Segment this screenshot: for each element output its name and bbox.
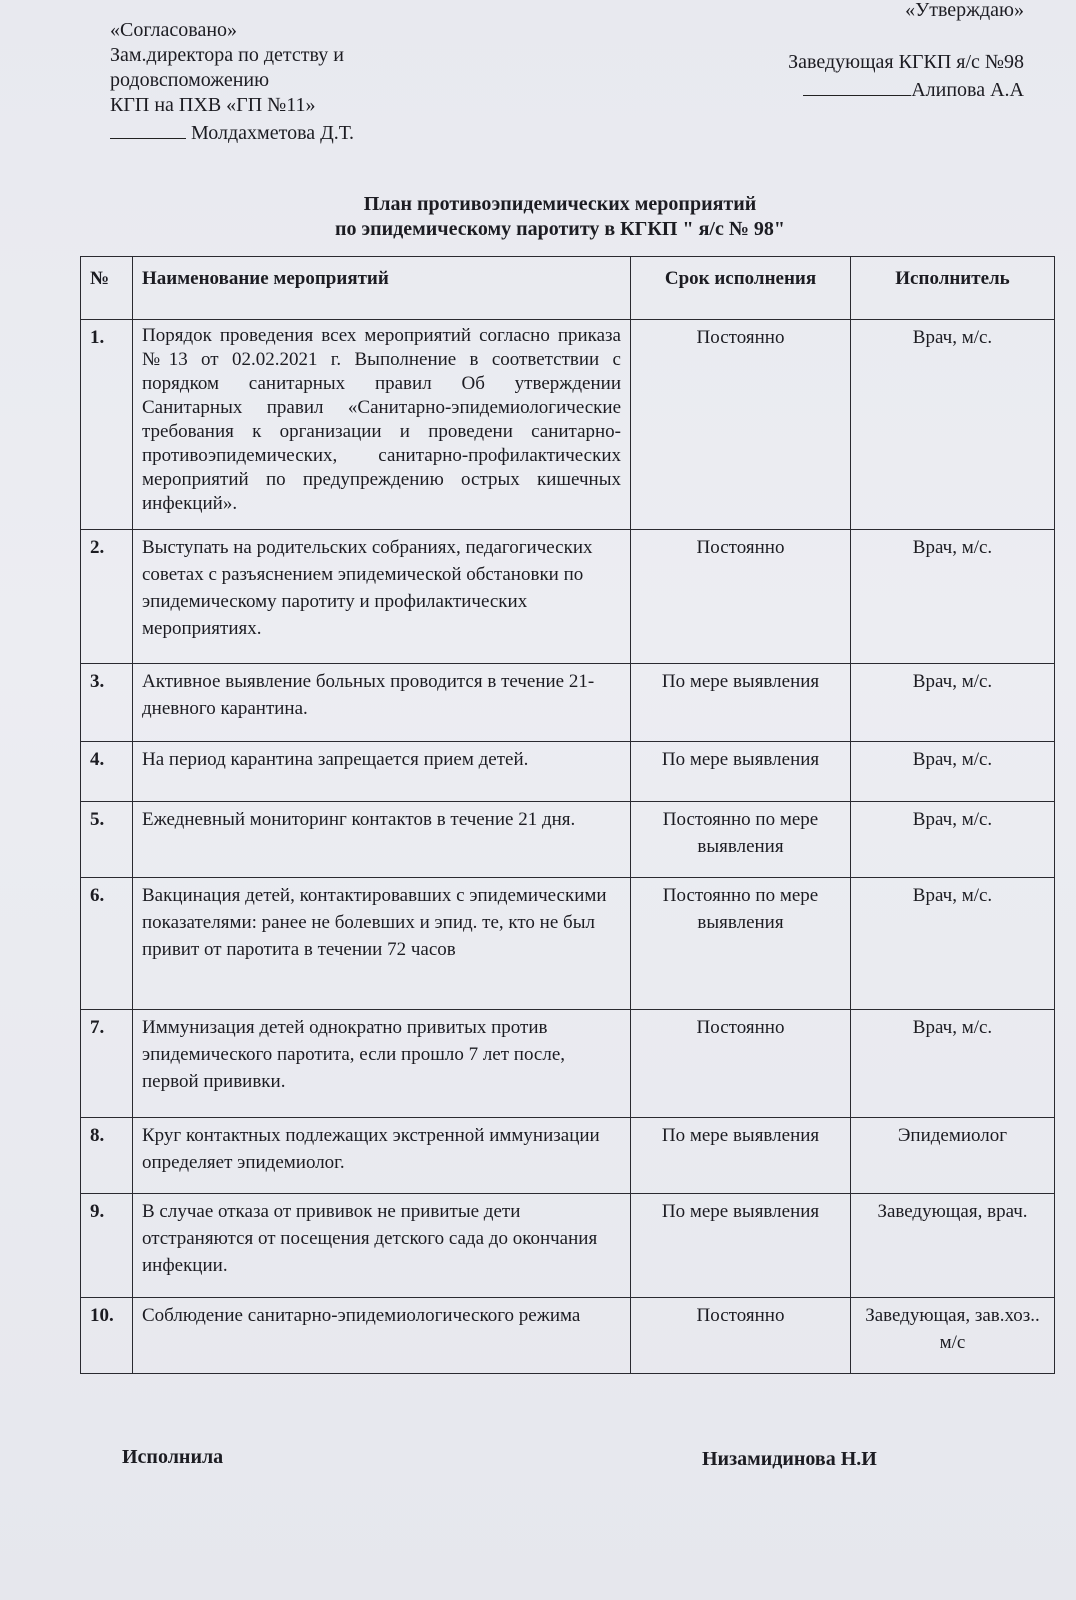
row-measure: Выступать на родительских собраниях, педагогических советах с разъяснением эпидемической обстановки по эпидемическому паротиту и профилактических мероприятиях. [133,530,631,664]
table-row [81,1194,1055,1298]
row-term: Постоянно по мере выявления [631,802,851,878]
approved-block [788,50,1024,103]
table-row [81,742,1055,802]
document-title [220,192,900,242]
row-measure: Иммунизация детей однократно привитых против эпидемического паротита, если прошло 7 лет после, первой прививки. [133,1010,631,1118]
row-executor: Эпидемиолог [851,1118,1055,1194]
row-number: 7. [81,1010,133,1118]
row-number: 3. [81,664,133,742]
signature-line-left [110,118,186,139]
row-term: Постоянно по мере выявления [631,878,851,1010]
table-row [81,664,1055,742]
agreed-signature-row [110,118,470,146]
table-row [81,530,1055,664]
title-line-1: План противоэпидемических мероприятий [363,193,757,215]
row-number: 10. [81,1298,133,1374]
agreed-position-line2: родовспоможению [110,69,270,91]
table-row [81,1298,1055,1374]
row-term: По мере выявления [631,1194,851,1298]
table-row [81,802,1055,878]
row-executor: Врач, м/с. [851,530,1055,664]
table-row [81,320,1055,530]
row-executor: Врач, м/с. [851,320,1055,530]
row-executor: Врач, м/с. [851,742,1055,802]
row-number: 2. [81,530,133,664]
row-term: Постоянно [631,1010,851,1118]
row-measure: Ежедневный мониторинг контактов в течение 21 дня. [133,802,631,878]
row-number: 1. [81,320,133,530]
row-measure: Активное выявление больных проводится в течение 21-дневного карантина. [133,664,631,742]
row-measure: Порядок проведения всех мероприятий согласно приказа №13 от 02.02.2021 г. Выполнение в соответствии с порядком санитарных правил Об утверждении Санитарных правил «Санитарно-эпидемиологические требования к организации и проведени санитарно-противоэпидемических, санитарно-профилактических мероприятий по предупреждению острых кишечных инфекций». [133,320,631,530]
table-row [81,1010,1055,1118]
performed-by-label: Исполнила [122,1446,224,1468]
approver-position: Заведующая КГКП я/с №98 [788,51,1024,73]
approver-name: Алипова А.А [911,79,1024,101]
signature-line-right [803,75,911,96]
agreed-organization: КГП на ПХВ «ГП №11» [110,94,316,116]
title-line-2: по эпидемическому паротиту в КГКП " я/с № 98" [334,218,786,240]
row-number: 6. [81,878,133,1010]
row-measure: В случае отказа от прививок не привитые дети отстраняются от посещения детского сада до окончания инфекции. [133,1194,631,1298]
row-measure: На период карантина запрещается прием детей. [133,742,631,802]
row-term: По мере выявления [631,1118,851,1194]
row-term: Постоянно [631,530,851,664]
row-executor: Врач, м/с. [851,664,1055,742]
row-executor: Заведующая, врач. [851,1194,1055,1298]
agreed-position-line1: Зам.директора по детству и [110,44,344,66]
measures-table [80,256,1055,1374]
column-header-name: Наименование мероприятий [133,257,631,320]
table-header-row [81,257,1055,320]
column-header-number: № [81,257,133,320]
column-header-executor: Исполнитель [851,257,1055,320]
agreed-title: «Согласовано» [110,19,238,41]
performer-name: Низамидинова Н.И [702,1448,877,1470]
row-term: По мере выявления [631,664,851,742]
row-number: 8. [81,1118,133,1194]
table-row [81,878,1055,1010]
row-measure: Круг контактных подлежащих экстренной иммунизации определяет эпидемиолог. [133,1118,631,1194]
row-executor: Врач, м/с. [851,1010,1055,1118]
row-term: По мере выявления [631,742,851,802]
row-number: 9. [81,1194,133,1298]
row-executor: Заведующая, зав.хоз.. м/с [851,1298,1055,1374]
agreed-signer-name: Молдахметова Д.Т. [191,122,354,144]
table-row [81,1118,1055,1194]
agreed-block [110,18,470,146]
approval-stamp-label: «Утверждаю» [905,0,1024,21]
row-measure: Вакцинация детей, контактировавших с эпидемическими показателями: ранее не болевших и эпид. те, кто не был привит от паротита в течении 72 часов [133,878,631,1010]
row-executor: Врач, м/с. [851,878,1055,1010]
row-term: Постоянно [631,320,851,530]
approver-signature-row [788,75,1024,103]
column-header-term: Срок исполнения [631,257,851,320]
row-term: Постоянно [631,1298,851,1374]
row-measure: Соблюдение санитарно-эпидемиологического режима [133,1298,631,1374]
row-number: 4. [81,742,133,802]
row-executor: Врач, м/с. [851,802,1055,878]
row-number: 5. [81,802,133,878]
